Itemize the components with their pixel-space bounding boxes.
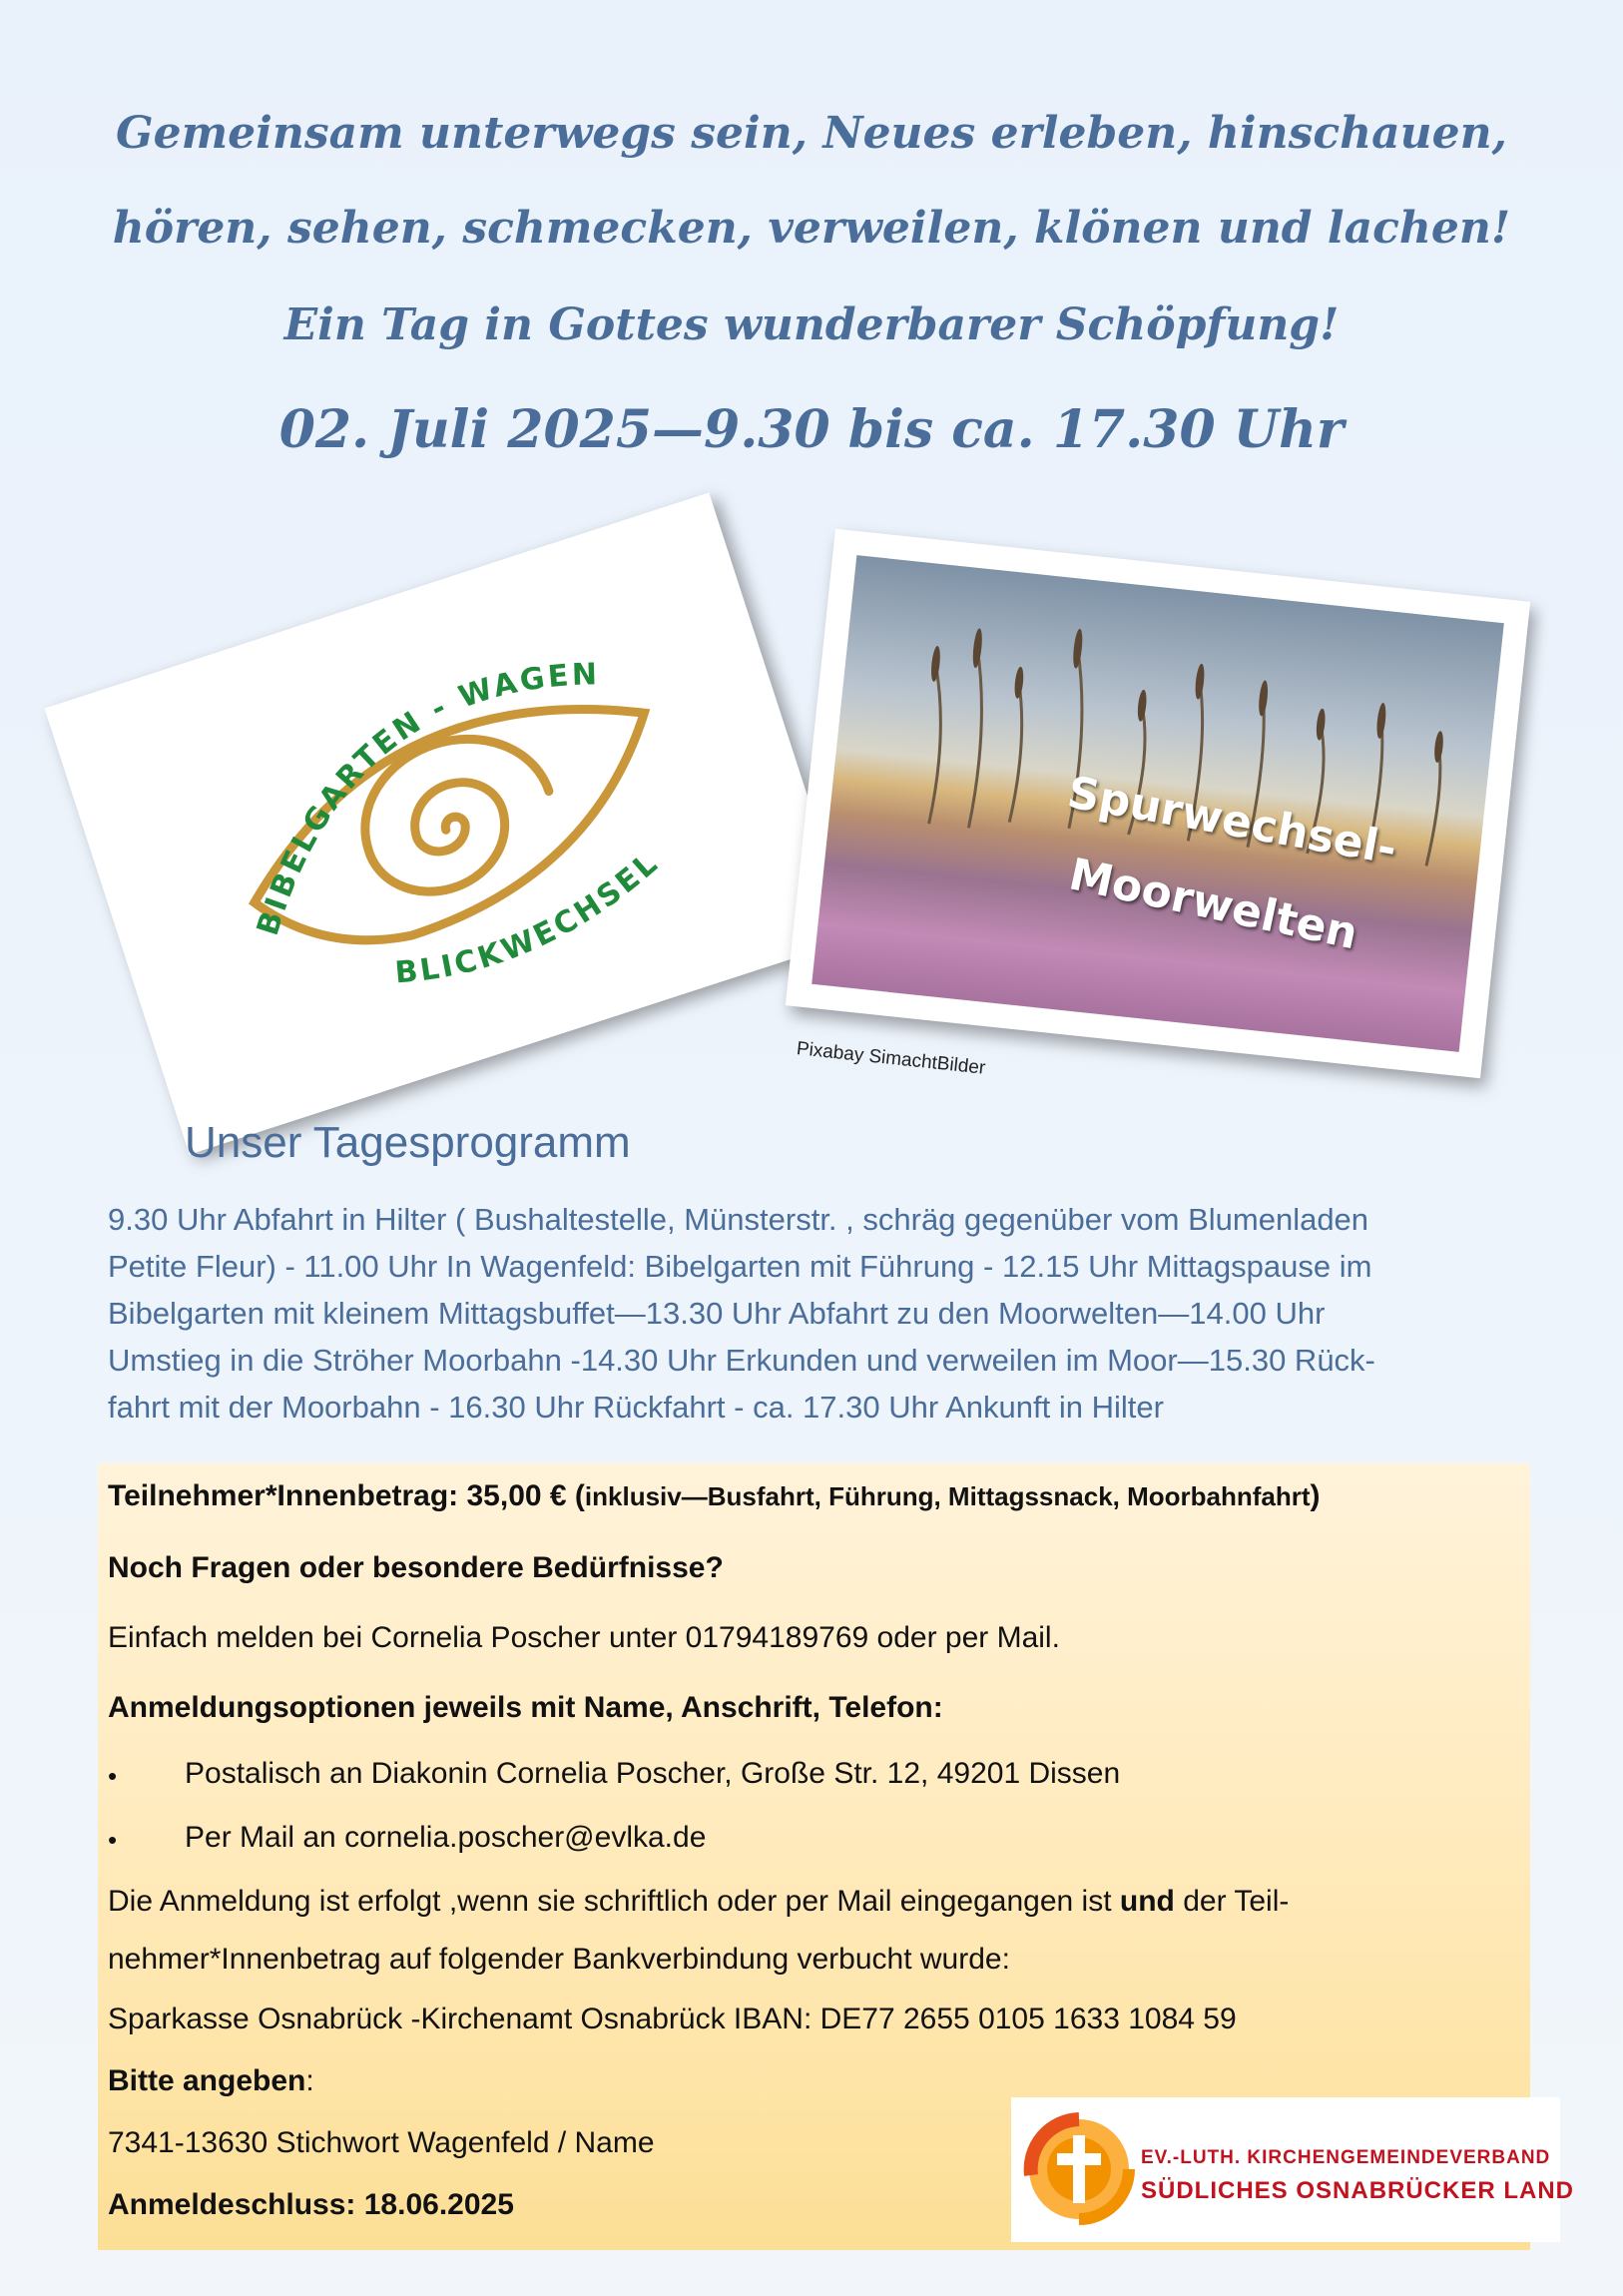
moor-photo [812, 555, 1504, 1052]
bibelgarten-logo-image [45, 492, 854, 1154]
confirmation-line-1 [108, 1885, 1289, 1919]
payment-reference: 7341-13630 Stichwort Wagenfeld / Name [108, 2126, 655, 2159]
please-specify-colon: : [305, 2064, 314, 2097]
option-postal: Postalisch an Diakonin Cornelia Poscher, Große Str. 12, 49201 Dissen [185, 1757, 1121, 1790]
org-name-line-1: EV.-LUTH. KIRCHENGEMEINDEVERBAND [1141, 2147, 1551, 2168]
bibelgarten-logo-card [45, 492, 854, 1154]
bullet-icon: • [108, 1825, 118, 1855]
please-specify-label: Bitte angeben [108, 2064, 306, 2097]
church-district-logo [1011, 2097, 1575, 2242]
org-name-line-2: SÜDLICHES OSNABRÜCKER LAND [1141, 2177, 1575, 2204]
please-specify-line [108, 2064, 314, 2098]
options-heading: Anmeldungsoptionen jeweils mit Name, Anschrift, Telefon: [108, 1691, 943, 1724]
photo-title-line-2: Moorwelten [1064, 849, 1362, 960]
bank-details: Sparkasse Osnabrück -Kirchenamt Osnabrück IBAN: DE77 2655 0105 1633 1084 59 [108, 2003, 1237, 2035]
confirmation-line-2: nehmer*Innenbetrag auf folgender Bankverbindung verbucht wurde: [108, 1943, 1010, 1976]
program-title: Unser Tagesprogramm [185, 1118, 631, 1167]
photo-credit: Pixabay SimachtBilder [795, 1038, 987, 1079]
contact-text: Einfach melden bei Cornelia Poscher unter 01794189769 oder per Mail. [108, 1621, 1060, 1654]
event-date: 02. Juli 2025—9.30 bis ca. 17.30 Uhr [278, 399, 1345, 460]
program-line: 9.30 Uhr Abfahrt in Hilter ( Bushaltestelle, Münsterstr. , schräg gegenüber vom Blumenladen [108, 1202, 1369, 1237]
registration-deadline: Anmeldeschluss: 18.06.2025 [108, 2188, 514, 2221]
headline-line-2: hören, sehen, schmecken, verweilen, klönen und lachen! [112, 203, 1511, 254]
cross-circle-icon [1017, 2105, 1137, 2235]
bullet-icon: • [108, 1761, 118, 1791]
confirmation-text-end: der Teil- [1174, 1885, 1290, 1918]
headline-line-3: Ein Tag in Gottes wunderbarer Schöpfung! [283, 299, 1340, 350]
logo-bottom-text: BLICKWECHSEL [393, 845, 667, 991]
program-line: Petite Fleur) - 11.00 Uhr In Wagenfeld: Bibelgarten mit Führung - 12.15 Uhr Mittagspause im [108, 1249, 1372, 1284]
svg-text:BLICKWECHSEL [377, 841, 680, 1003]
program-text [108, 1196, 1545, 1431]
program-line: Umstieg in die Ströher Moorbahn -14.30 Uhr Erkunden und verweilen im Moor—15.30 Rück- [108, 1343, 1375, 1378]
questions-heading: Noch Fragen oder besondere Bedürfnisse? [108, 1551, 724, 1584]
logo-top-text: BIBELGARTEN - WAGENFELD [44, 657, 601, 940]
fee-label: Teilnehmer*Innenbetrag: 35,00 € ( [108, 1479, 585, 1512]
program-line: Bibelgarten mit kleinem Mittagsbuffet—13.30 Uhr Abfahrt zu den Moorwelten—14.00 Uhr [108, 1296, 1326, 1331]
moorwelten-photo-card [786, 529, 1530, 1079]
confirmation-emphasis: und [1119, 1885, 1175, 1918]
option-mail: Per Mail an cornelia.poscher@evlka.de [185, 1821, 707, 1854]
fee-close: ) [1310, 1479, 1321, 1512]
headline-line-1: Gemeinsam unterwegs sein, Neues erleben, hinschauen, [116, 108, 1507, 159]
confirmation-text: Die Anmeldung ist erfolgt ,wenn sie schriftlich oder per Mail eingegangen ist [108, 1885, 1120, 1918]
photo-title-line-1: Spurwechsel- [1063, 767, 1400, 875]
fee-line [108, 1479, 1321, 1513]
program-line: fahrt mit der Moorbahn - 16.30 Uhr Rückfahrt - ca. 17.30 Uhr Ankunft in Hilter [108, 1390, 1164, 1425]
fee-detail: inklusiv—Busfahrt, Führung, Mittagssnack, Moorbahnfahrt [584, 1481, 1311, 1511]
